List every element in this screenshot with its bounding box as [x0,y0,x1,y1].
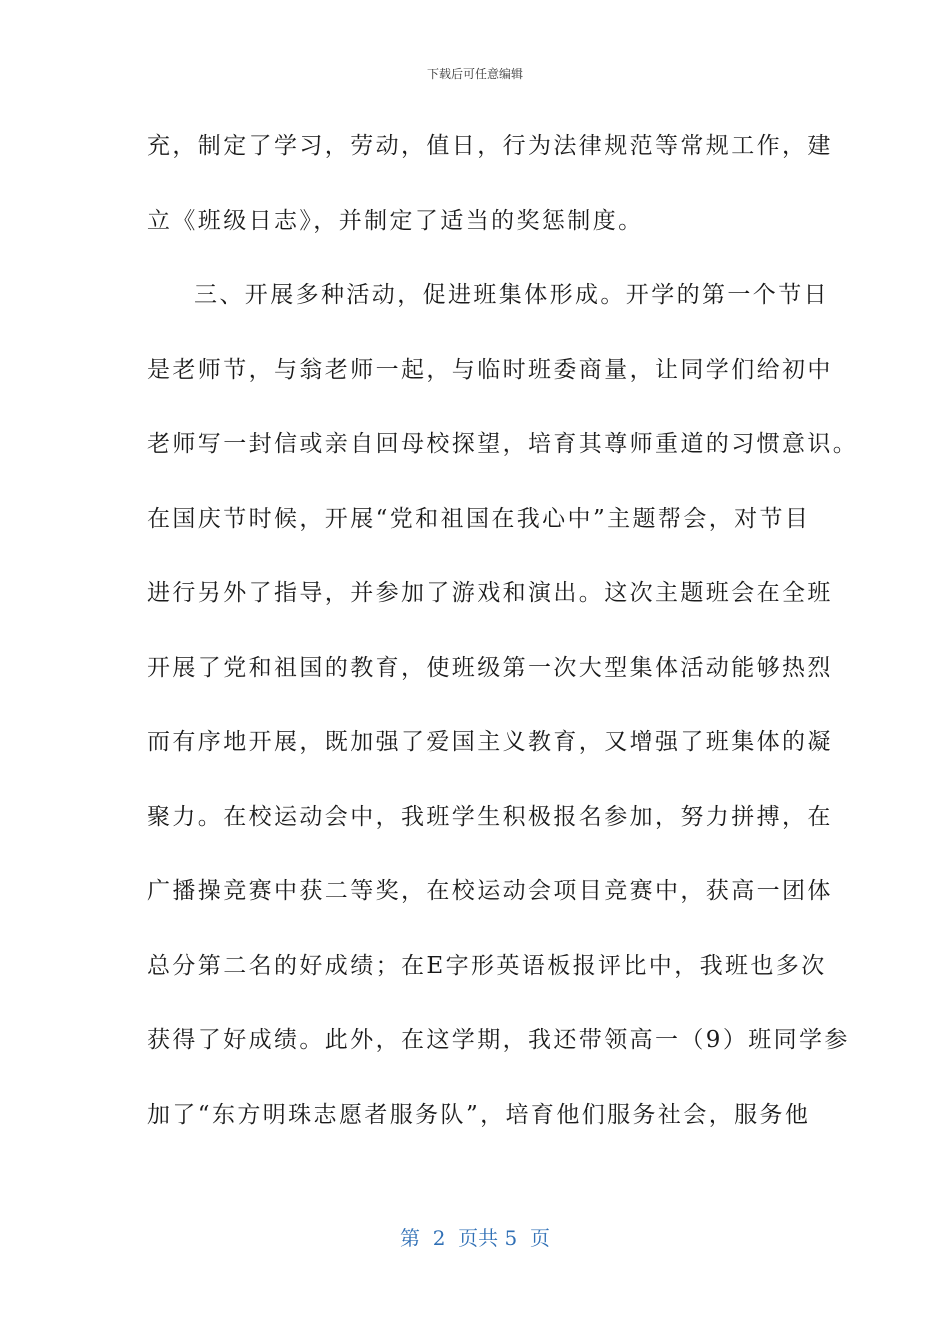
text-line: 广播操竞赛中获二等奖，在校运动会项目竞赛中，获高一团体 [147,878,833,904]
page-header: 下载后可任意编辑 [426,67,523,81]
text-line: 充，制定了学习，劳动，值日，行为法律规范等常规工作，建 [147,133,833,159]
text-line: 立《班级日志》，并制定了适当的奖惩制度。 [147,207,644,234]
paragraph-start-line: 三、开展多种活动，促进班集体形成。开学的第一个节日 [194,282,829,308]
page-number-footer: 第 2 页共 5 页 [400,1226,550,1250]
text-line: 聚力。在校运动会中，我班学生积极报名参加，努力拼搏，在 [147,803,833,830]
text-line: 加了“东方明珠志愿者服务队”，培育他们服务社会，服务他 [147,1101,811,1128]
text-line: 总分第二名的好成绩；在E字形英语板报评比中，我班也多次 [147,952,827,979]
text-line: 老师写一封信或亲自回母校探望，培育其尊师重道的习惯意识。 [147,431,859,457]
text-line: 在国庆节时候，开展“党和祖国在我心中”主题帮会，对节目 [147,505,811,532]
text-line: 是老师节，与翁老师一起，与临时班委商量，让同学们给初中 [147,356,833,383]
text-line: 开展了党和祖国的教育，使班级第一次大型集体活动能够热烈 [147,654,833,681]
body-text [147,126,859,1169]
text-line: 进行另外了指导，并参加了游戏和演出。这次主题班会在全班 [147,580,833,606]
text-line: 而有序地开展，既加强了爱国主义教育，又增强了班集体的凝 [147,729,833,755]
text-line: 获得了好成绩。此外，在这学期，我还带领高一（9）班同学参 [147,1027,850,1053]
